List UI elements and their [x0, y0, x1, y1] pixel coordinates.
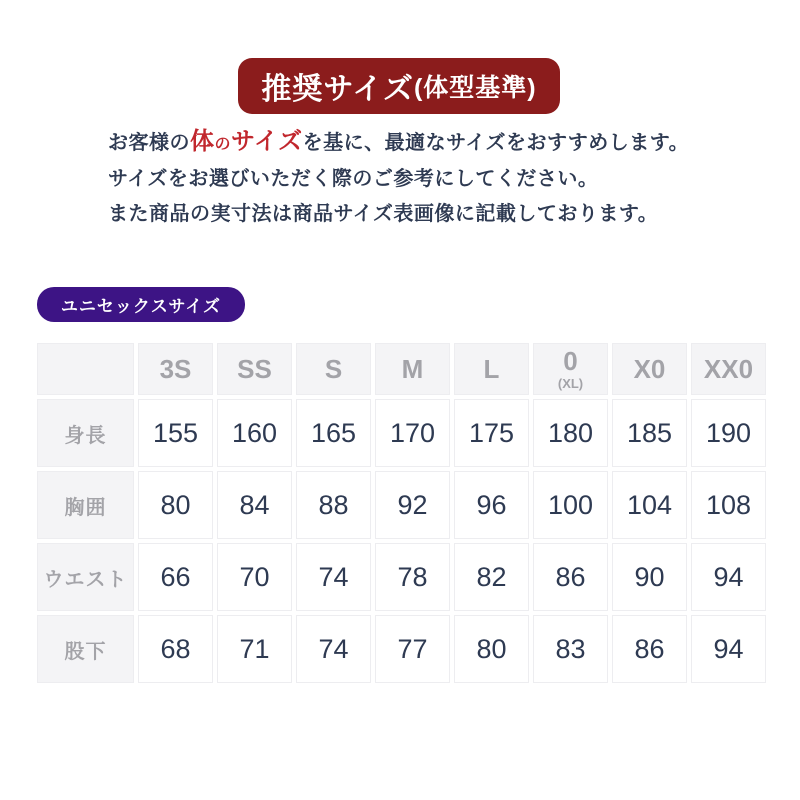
size-value-cell: 71 — [217, 615, 292, 683]
size-value-cell: 180 — [533, 399, 608, 467]
corner-cell — [37, 343, 134, 395]
table-row-ウエスト — [37, 543, 766, 611]
size-value-cell: 78 — [375, 543, 450, 611]
unisex-size-badge: ユニセックスサイズ — [37, 287, 245, 322]
size-value-cell: 92 — [375, 471, 450, 539]
size-table — [33, 339, 770, 687]
intro-highlight-no: の — [214, 136, 232, 153]
size-value-cell: 80 — [454, 615, 529, 683]
intro-line-2: サイズをお選びいただく際のご参考にしてください。 — [108, 168, 599, 190]
column-header-label: L — [483, 354, 500, 384]
intro-highlight-size: サイズ — [231, 128, 303, 155]
size-value-cell: 96 — [454, 471, 529, 539]
size-value-cell: 77 — [375, 615, 450, 683]
intro-line1-prefix: お客様の — [108, 132, 190, 154]
table-row-身長 — [37, 399, 766, 467]
size-value-cell: 104 — [612, 471, 687, 539]
row-header-胸囲: 胸囲 — [37, 471, 134, 539]
size-value-cell: 94 — [691, 543, 766, 611]
size-value-cell: 66 — [138, 543, 213, 611]
size-value-cell: 74 — [296, 615, 371, 683]
column-header-L — [454, 343, 529, 395]
row-header-身長: 身長 — [37, 399, 134, 467]
size-value-cell: 94 — [691, 615, 766, 683]
size-value-cell: 86 — [612, 615, 687, 683]
size-value-cell: 170 — [375, 399, 450, 467]
column-header-label: 0 — [563, 346, 578, 376]
table-row-股下 — [37, 615, 766, 683]
column-header-XX0 — [691, 343, 766, 395]
size-table-header-row — [37, 343, 766, 395]
size-value-cell: 190 — [691, 399, 766, 467]
row-header-ウエスト: ウエスト — [37, 543, 134, 611]
column-header-label: S — [324, 354, 343, 384]
column-header-label: M — [401, 354, 424, 384]
size-value-cell: 175 — [454, 399, 529, 467]
size-value-cell: 185 — [612, 399, 687, 467]
column-header-label: SS — [237, 354, 272, 384]
intro-text — [108, 124, 728, 232]
size-value-cell: 86 — [533, 543, 608, 611]
column-header-label: 3S — [159, 354, 192, 384]
size-value-cell: 160 — [217, 399, 292, 467]
column-header-0 — [533, 343, 608, 395]
size-value-cell: 70 — [217, 543, 292, 611]
column-header-sublabel: (XL) — [557, 376, 584, 391]
banner-title-main: 推奨サイズ — [261, 73, 414, 106]
size-value-cell: 68 — [138, 615, 213, 683]
column-header-3S — [138, 343, 213, 395]
column-header-X0 — [612, 343, 687, 395]
intro-line1-suffix: を基に、最適なサイズをおすすめします。 — [302, 132, 690, 154]
size-value-cell: 108 — [691, 471, 766, 539]
size-value-cell: 88 — [296, 471, 371, 539]
intro-line-1 — [108, 124, 728, 162]
size-table-body — [37, 399, 766, 683]
size-value-cell: 155 — [138, 399, 213, 467]
column-header-M — [375, 343, 450, 395]
table-row-胸囲 — [37, 471, 766, 539]
size-value-cell: 100 — [533, 471, 608, 539]
column-header-label: XX0 — [703, 354, 754, 384]
row-header-股下: 股下 — [37, 615, 134, 683]
size-value-cell: 82 — [454, 543, 529, 611]
size-value-cell: 80 — [138, 471, 213, 539]
size-value-cell: 90 — [612, 543, 687, 611]
intro-highlight-body: 体 — [190, 128, 215, 155]
banner-title-sub: (体型基準) — [413, 74, 537, 102]
column-header-S — [296, 343, 371, 395]
column-header-SS — [217, 343, 292, 395]
column-header-label: X0 — [633, 354, 666, 384]
size-value-cell: 74 — [296, 543, 371, 611]
recommended-size-banner — [238, 58, 560, 114]
size-value-cell: 84 — [217, 471, 292, 539]
intro-line-3: また商品の実寸法は商品サイズ表画像に記載しております。 — [108, 203, 659, 225]
size-value-cell: 165 — [296, 399, 371, 467]
size-value-cell: 83 — [533, 615, 608, 683]
